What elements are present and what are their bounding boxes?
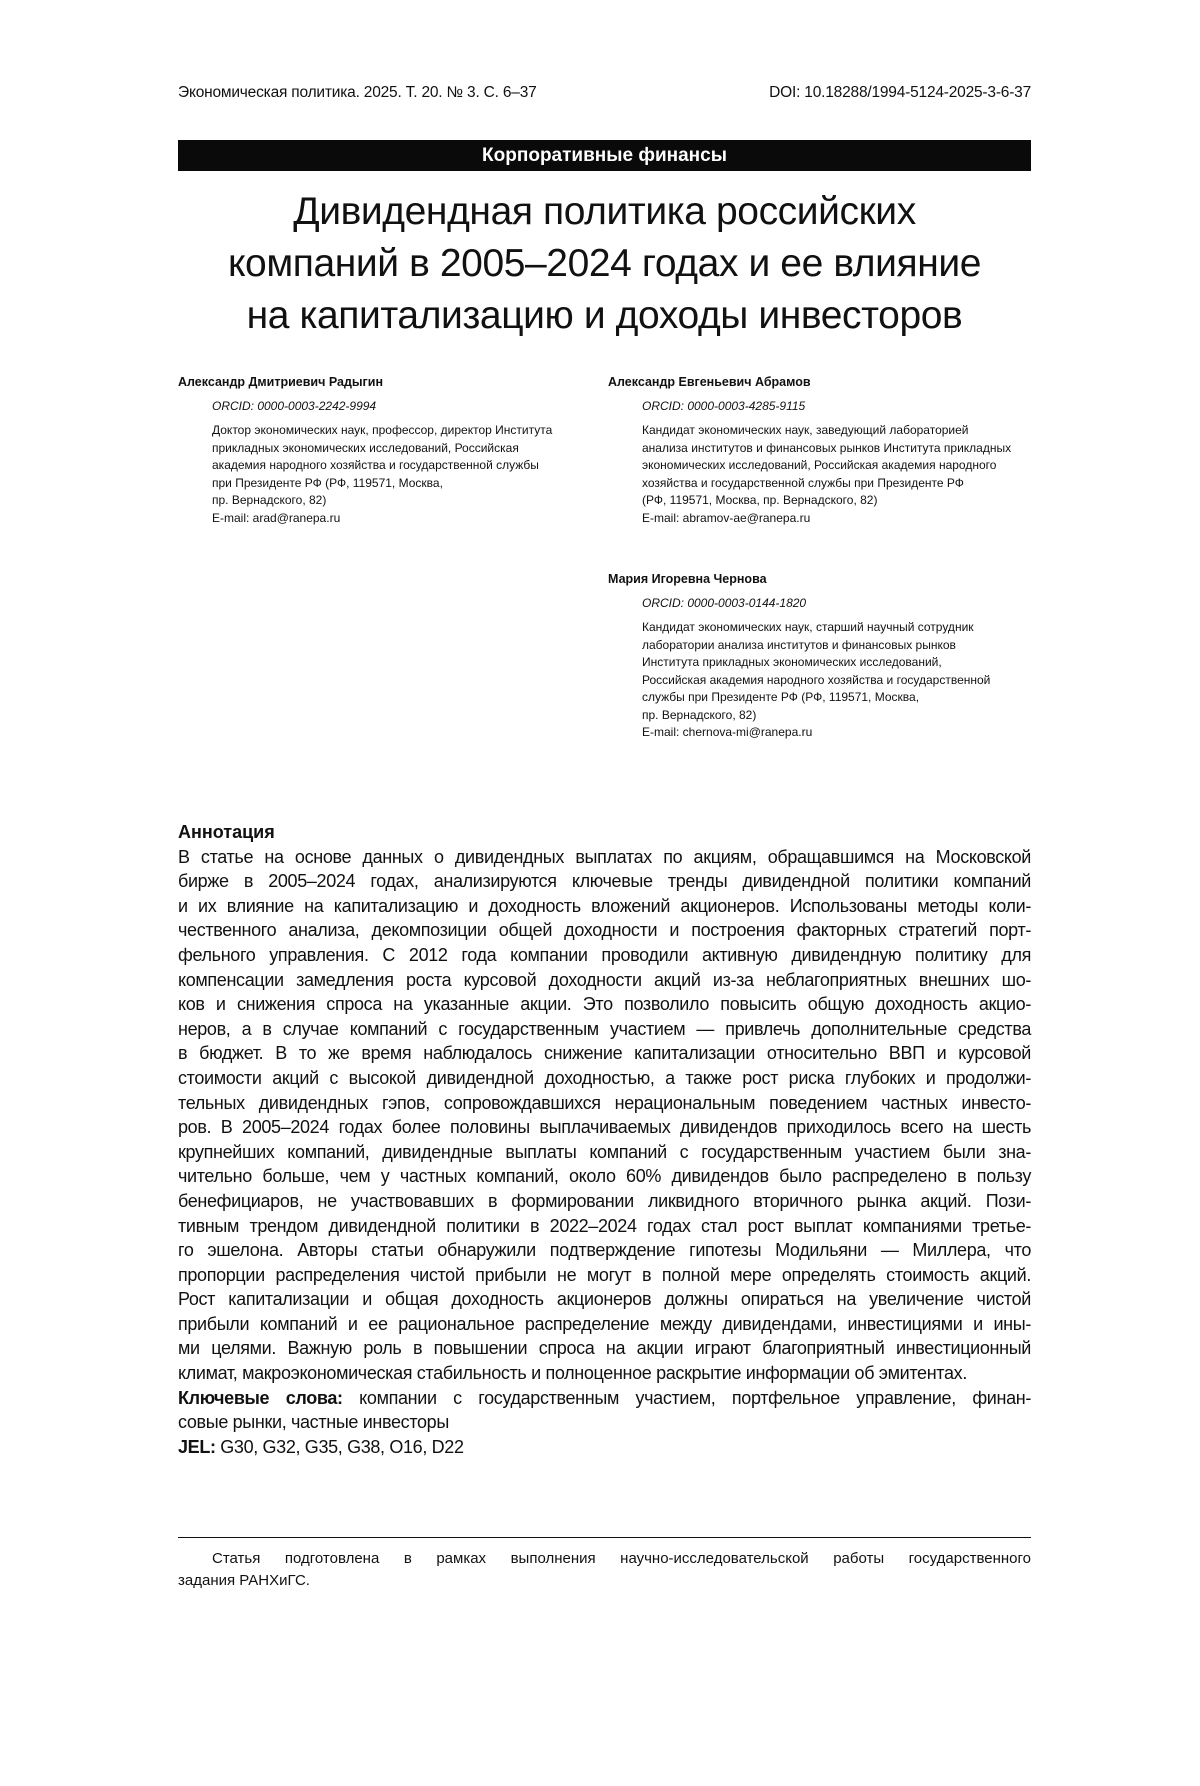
affiliation-line: Института прикладных экономических исследований, [642,655,942,669]
jel-label: JEL: [178,1436,216,1457]
affiliation-line: академия народного хозяйства и государственной службы [212,458,539,472]
keywords-text: совые рынки, частные инвесторы [178,1412,449,1433]
author-orcid: ORCID: 0000-0003-0144-1820 [642,595,807,610]
abstract-line: чественного анализа, декомпозиции общей доходности и построения факторных стратегий порт- [178,920,1031,941]
abstract-line: ров. В 2005–2024 годах более половины выплачиваемых дивидендов приходилось всего на шесть [178,1117,1031,1138]
author-orcid: ORCID: 0000-0003-4285-9115 [642,398,806,413]
author-email: E-mail: abramov-ae@ranepa.ru [642,510,811,525]
running-header [178,84,1031,102]
author-block [608,571,1031,742]
abstract-line: стоимости акций с высокой дивидендной доходностью, а также рост риска глубоких и продолжи- [178,1067,1031,1088]
author-email: E-mail: chernova-mi@ranepa.ru [642,725,813,739]
abstract-line: В статье на основе данных о дивидендных выплатах по акциям, обращавшимся на Московской [178,846,1031,867]
abstract-line: ми целями. Важную роль в повышении спроса на акции играют благоприятный инвестиционный [178,1338,1031,1359]
author-name: Мария Игоревна Чернова [608,572,767,586]
abstract-heading: Аннотация [178,822,275,842]
abstract-line: прибыли компаний и ее рациональное распределение между дивидендами, инвестициями и ины- [178,1313,1031,1334]
abstract-line: тельных дивидендных гэпов, сопровождавшихся нерациональным поведением частных инвесто- [178,1092,1031,1113]
article-title [178,186,1031,342]
affiliation-line: Российская академия народного хозяйства и государственной [642,672,991,687]
jel-codes: G30, G32, G35, G38, O16, D22 [215,1436,464,1457]
author-block [178,374,578,527]
abstract-line: и их влияние на капитализацию и доходность вложений акционеров. Использованы методы коли- [178,895,1031,916]
affiliation-line: (РФ, 119571, Москва, пр. Вернадского, 82) [642,493,878,507]
keywords-text: компании с государственным участием, портфельное управление, финан- [342,1387,1031,1408]
title-line: компаний в 2005–2024 годах и ее влияние [227,242,982,285]
abstract-line: пропорции распределения чистой прибыли не могут в полной мере определять стоимость акций. [178,1264,1031,1285]
keywords-label: Ключевые слова: [178,1387,343,1408]
doi: DOI: 10.18288/1994-5124-2025-3-6-37 [769,84,1031,101]
abstract-line: тивным трендом дивидендной политики в 2022–2024 годах стал рост выплат компаниями третье- [178,1215,1031,1236]
footnote [178,1548,1031,1592]
affiliation-line: экономических исследований, Российская академия народного [642,458,997,472]
author-email: E-mail: arad@ranepa.ru [212,510,341,525]
affiliation-line: Кандидат экономических наук, заведующий лабораторией [642,423,969,437]
jel-line [178,1435,1031,1460]
author-affiliation [212,422,578,527]
title-line: на капитализацию и доходы инвесторов [246,294,963,337]
abstract-line: чительно больше, чем у частных компаний, около 60% дивидендов было распределено в пользу [178,1166,1031,1187]
affiliation-line: службы при Президенте РФ (РФ, 119571, Москва, [642,690,920,704]
abstract-line: компенсации замедления роста курсовой доходности акций из-за неблагоприятных внешних шо- [178,969,1031,990]
abstract-line: неров, а в случае компаний с государственным участием — привлечь дополнительные средства [178,1018,1031,1039]
affiliation-line: прикладных экономических исследований, Российская [212,440,519,455]
journal-reference: Экономическая политика. 2025. Т. 20. № 3. С. 6–37 [178,84,537,101]
abstract-line: крупнейших компаний, дивидендные выплаты компаний с государственным участием были зна- [178,1141,1031,1162]
abstract-line: бенефициаров, не участвовавших в формировании ликвидного вторичного рынка акций. Пози- [178,1190,1031,1211]
author-name: Александр Дмитриевич Радыгин [178,375,383,389]
section-heading: Корпоративные финансы [178,140,1031,171]
footnote-divider [178,1537,1031,1538]
affiliation-line: пр. Вернадского, 82) [642,707,757,722]
affiliation-line: хозяйства и государственной службы при Президенте РФ [642,475,964,490]
affiliation-line: лаборатории анализа институтов и финансовых рынков [642,637,956,652]
affiliation-line: Кандидат экономических наук, старший научный сотрудник [642,620,974,634]
affiliation-line: пр. Вернадского, 82) [212,493,327,507]
abstract-line: Рост капитализации и общая доходность акционеров должны опираться на увеличение чистой [178,1289,1031,1310]
author-name: Александр Евгеньевич Абрамов [608,375,811,389]
author-orcid: ORCID: 0000-0003-2242-9994 [212,398,377,413]
abstract-line: в бюджет. В то же время наблюдалось снижение капитализации относительно ВВП и курсовой [178,1043,1031,1064]
author-affiliation [642,619,1031,742]
abstract-line: го эшелона. Авторы статьи обнаружили подтверждение гипотезы Модильяни — Миллера, что [178,1240,1031,1261]
author-affiliation [642,422,1031,527]
affiliation-line: при Президенте РФ (РФ, 119571, Москва, [212,475,443,490]
footnote-line: задания РАНХиГС. [178,1572,310,1589]
title-line: Дивидендная политика российских [293,190,916,233]
abstract-line: климат, макроэкономическая стабильность и полноценное раскрытие информации об эмитентах. [178,1363,967,1384]
abstract-section [178,820,1031,1459]
abstract-line: бирже в 2005–2024 годах, анализируются ключевые тренды дивидендной политики компаний [178,871,1031,892]
abstract-text [178,845,1031,1460]
affiliation-line: Доктор экономических наук, профессор, директор Института [212,423,553,437]
author-block [608,374,1031,527]
abstract-line: фельного управления. С 2012 года компании проводили активную дивидендную политику для [178,944,1031,965]
affiliation-line: анализа институтов и финансовых рынков Института прикладных [642,440,1012,455]
keywords-line [178,1386,1031,1411]
abstract-line: ков и снижения спроса на указанные акции. Это позволило повысить общую доходность акцио- [178,994,1031,1015]
footnote-line: Статья подготовлена в рамках выполнения научно-исследовательской работы государственного [212,1550,1031,1567]
